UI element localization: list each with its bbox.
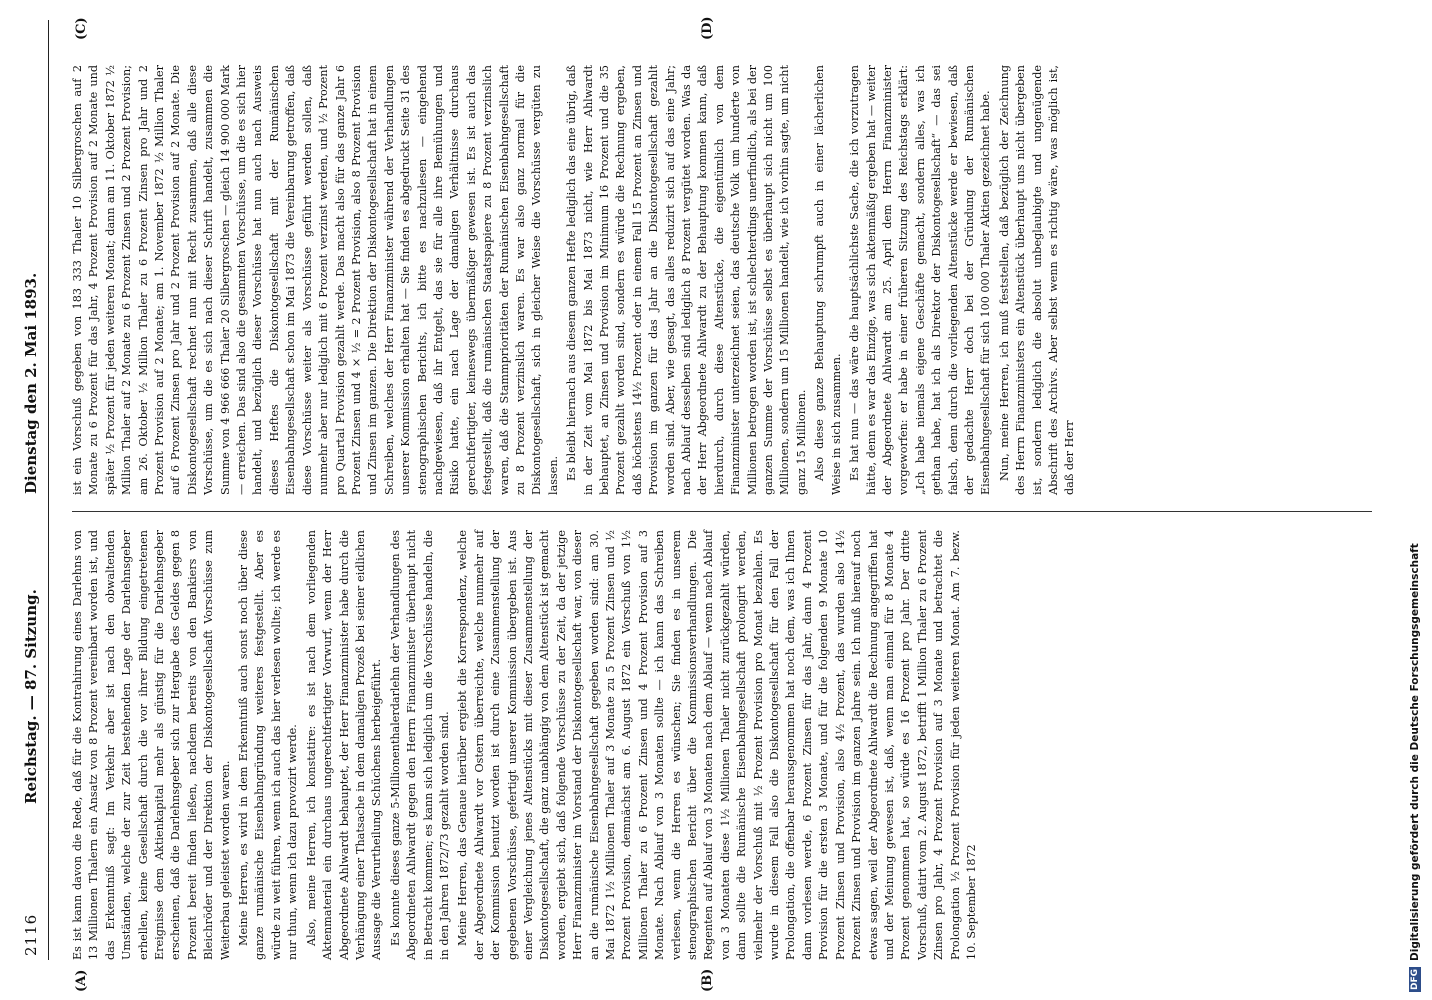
- digitization-credit-text: Digitalisierung gefördert durch die Deutsche Forschungsgemeinschaft: [1409, 543, 1421, 961]
- margin-marker-d: (D): [700, 16, 715, 40]
- margin-marker-b: (B): [700, 968, 715, 992]
- left-running-title: Reichstag. — 87. Sitzung.: [22, 589, 40, 804]
- page-header: [14, 14, 54, 964]
- right-running-title: Dienstag den 2. Mai 1893.: [22, 272, 40, 494]
- paragraph: Meine Herren, es wird in dem Erkenntniß auch sonst noch über diese ganze rumänische Eisenbahngründung weiteres festgestellt. Aber es würde zu weit führen, wenn ich auch das hier verlesen wollte; ich werde es nur thun, wenn ich dazu provozirt werde.: [237, 530, 300, 960]
- paragraph: Also, meine Herren, ich konstatire: es ist nach dem vorliegenden Aktenmaterial ein durchaus ungerechtfertigter Vorwurf, wenn der Herr Abgeordnete Ahlwardt behauptet, der Herr Finanzminister habe durch die Verhängung einer Thatsache in dem damaligen Prozeß bei seiner eidlichen Aussage die Verurtheilung Schüchens herbeigeführt.: [304, 530, 384, 960]
- margin-marker-a: (A): [74, 969, 89, 992]
- header-rule: [48, 20, 49, 960]
- paragraph: ist ein Vorschuß gegeben von 183 333 Thaler 10 Silbergroschen auf 2 Monate zu 6 Prozent für das Jahr, 4 Prozent Provision auf 2 Monate und später ½ Prozent für jeden weiteren Monat; dann am 11. Oktober 1872 ½ Million Thaler auf 2 Monate zu 6 Prozent Zinsen und 2 Prozent Provision; am 26. Oktober ½ Million Thaler zu 6 Prozent Zinsen pro Jahr und 2 Prozent Provision auf 2 Monate; am 1. November 1872 ½ Million Thaler auf 6 Prozent Zinsen pro Jahr und 2 Prozent Provision auf 2 Monate. Die Diskontogesellschaft rechnet nun mit Recht zusammen, daß alle diese Vorschüsse, um die es sich nach dieser Schrift handelt, zusammen die Summe von 4 966 666 Thaler 20 Silbergroschen — gleich 14 900 000 Mark — erreichen. Das sind also die gesammten Vorschüsse, um die es sich hier handelt, und bezüglich dieser Vorschüsse hat nun auch nach Ausweis dieses Heftes die Diskontogesellschaft mit der Rumänischen Eisenbahngesellschaft schon im Mai 1873 die Vereinbarung getroffen, daß diese Vorschüsse weiter als Vorschüsse geführt werden sollen, daß nunmehr aber nur lediglich mit 6 Prozent verzinst werden, und ½ Prozent pro Quartal Provision gezahlt werde. Das macht also für das ganze Jahr 6 Prozent Zinsen und 4 × ½ = 2 Prozent Provision, also 8 Prozent Provision und Zinsen im ganzen. Die Direktion der Diskontogesellschaft hat in einem Schreiben, welches der Herr Finanzminister während der Verhandlungen unserer Kommission erhalten hat — Sie finden es abgedruckt Seite 31 des stenographischen Berichts, ich bitte es nachzulesen — eingehend nachgewiesen, daß ihr Entgelt, das sie für alle ihre Bemühungen und Risiko hatte, ein nach Lage der damaligen Verhältnisse durchaus gerechtfertigter, keineswegs übermäßiger gewesen ist. Es ist auch das festgestellt, daß die rumänischen Staatspapiere zu 8 Prozent verzinslich waren, daß die Stammprioritäten der Rumänischen Eisenbahngesellschaft zu 8 Prozent verzinslich waren. Es war also ganz normal für die Diskontogesellschaft, sich in gleicher Weise die Vorschüsse vergüten zu lassen.: [71, 65, 560, 495]
- paragraph: Es konnte dieses ganze 5-Millionenthalerdarlehn der Verhandlungen des Abgeordneten Ahlwardt gegen den Herrn Finanzminister überhaupt nicht in Betracht kommen; es kann sich lediglich um die Vorschüsse handeln, die in den Jahren 1872/73 gezahlt worden sind.: [388, 530, 451, 960]
- right-column: [70, 65, 1081, 495]
- paragraph: Es ist kann davon die Rede, daß für die Kontrahirung eines Darlehns von 13 Millionen Thalern ein Ansatz von 8 Prozent vereinbart worden ist, und das Erkenntniß sagt: Im Verkehr aber ist nach den obwaltenden Umständen, welche der zur Zeit bestehenden Lage der Darlehnsgeber erhellen, keine Gesellschaft durch die vor ihrer Bildung eingetretenen Ereignisse dem Aktienkapital mehr als günstig für die Darlehnsgeber erscheinen, daß die Darlehnsgeber sich zur Hergabe des Geldes gegen 8 Prozent bereit finden ließen, nachdem bereits von den Bankiers von Bleichröder und der Direktion der Diskontogesellschaft Vorschüsse zum Weiterbau geleistet worden waren.: [71, 530, 232, 960]
- paragraph: Also diese ganze Behauptung schrumpft auch in einer lächerlichen Weise in sich zusammen.: [813, 65, 843, 495]
- column-divider: [72, 511, 1372, 512]
- dfg-logo-badge: DFG: [1410, 968, 1420, 990]
- margin-marker-c: (C): [74, 17, 89, 40]
- paragraph: Nun, meine Herren, ich muß feststellen, daß bezüglich der Zeichnung des Herrn Finanzministers ein Altenstück überhaupt uns nicht übergeben ist, sondern lediglich die absolut unbeglaubigte und ungenügende Abschrift des Archivs. Aber selbst wenn es richtig wäre, was möglich ist, daß der Herr: [997, 65, 1077, 495]
- page-number: 2116: [22, 913, 40, 956]
- paragraph: Meine Herren, das Genaue hierüber ergiebt die Korrespondenz, welche der Abgeordnete Ahlwardt vor Ostern überreichte, welche nunmehr auf der Kommission benutzt worden ist durch eine Zusammenstellung der gegebenen Vorschüsse, gefertigt unserer Kommission übergeben ist. Aus einer Vergleichung jenes Altenstücks mit dieser Zusammenstellung der Diskontogesellschaft, die ganz unabhängig von dem Altenstück ist gemacht worden, ergiebt sich, daß folgende Vorschüsse zu der Zeit, da der jetzige Herr Finanzminister im Vorstand der Diskontogesellschaft war, von dieser an die rumänische Eisenbahngesellschaft gegeben worden sind: am 30. Mai 1872 1½ Millionen Thaler auf 3 Monate zu 5 Prozent Zinsen und ½ Prozent Provision, demnächst am 6. August 1872 ein Vorschuß von 1½ Millionen Thaler zu 6 Prozent Zinsen und 4 Prozent Provision auf 3 Monate. Nach Ablauf von 3 Monaten sollte — ich kann das Schreiben verlesen, wenn die Herren es wünschen; Sie finden es in unserem stenographischen Bericht über die Kommissionsverhandlungen. Die Regenten auf Ablauf von 3 Monaten nach dem Ablauf — wenn nach Ablauf von 3 Monaten diese 1½ Millionen Thaler nicht zurückgezahlt würden, dann sollte die Rumänische Eisenbahngesellschaft prolongirt werden, vielmehr der Vorschuß mit ½ Prozent Provision pro Monat bezahlen. Es wurde in diesem Fall also die Diskontogesellschaft für den Fall der Prolongation, die offenbar herausgenommen hat noch dem, was ich Ihnen dann vorlesen werde, 6 Prozent Zinsen für das Jahr, dann 4 Prozent Provision für die ersten 3 Monate, und für die folgenden 9 Monate 10 Prozent Zinsen und Provision, also 4½ Prozent, das wurden also 14½ Prozent Zinsen und Provision im ganzen Jahre sein. Ich muß hierauf noch etwas sagen, weil der Abgeordnete Ahlwardt die Rechnung angegriffen hat und der Meinung gewesen ist, daß, wenn man einmal für 8 Monate 4 Prozent genommen hat, so würde es 16 Prozent pro Jahr. Der dritte Vorschuß, datirt vom 2. August 1872, betrifft 1 Million Thaler zu 6 Prozent Zinsen pro Jahr, 4 Prozent Provision auf 3 Monate und betrachtet die Prolongation ½ Prozent Provision für jeden weiteren Monat. Am 7. bezw. 10. September 1872: [456, 530, 978, 960]
- digitization-credit: [1401, 0, 1429, 1000]
- left-column: [70, 530, 982, 960]
- paragraph: Es bleibt hiernach aus diesem ganzen Hefte lediglich das eine übrig, daß in der Zeit vom Mai 1872 bis Mai 1873 nicht, wie Herr Ahlwardt behauptet, an Zinsen und Provision im Minimum 16 Prozent und die 35 Prozent gezahlt worden sind, sondern es würde die Rechnung ergeben, daß höchstens 14½ Prozent oder in einem Fall 15 Prozent an Zinsen und Provision im ganzen für das Jahr an die Diskontogesellschaft gezahlt worden sind. Aber, wie gesagt, das alles reduzirt sich auf das eine Jahr; nach Ablauf desselben sind lediglich 8 Prozent vergütet worden. Was da der Herr Abgeordnete Ahlwardt zu der Behauptung kommen kann, daß hierdurch, durch diese Altenstücke, die eigentümlich von dem Finanzminister unterzeichnet seien, das deutsche Volk um hunderte von Millionen betrogen worden ist, ist schlechterdings unerfindlich, als bei der ganzen Summe der Vorschüsse selbst es überhaupt sich nicht um 100 Millionen, sondern um 15 Millionen handelt, wie ich vorhin sagte, um nicht ganz 15 Millionen.: [565, 65, 808, 495]
- paragraph: Es hat nun — das wäre die hauptsächlichste Sache, die ich vorzutragen hätte, denn es war das Einzige, was sich aktenmäßig ergeben hat — weiter der Abgeordnete Ahlwardt am 25. April dem Herrn Finanzminister vorgeworfen: er habe in einer früheren Sitzung des Reichstags erklärt: „Ich habe niemals eigene Geschäfte gemacht, sondern alles, was ich gethan habe, hat ich als Direktor der Diskontogesellschaft“ — das sei falsch, denn durch die vorliegenden Altenstücke werde er bewiesen, daß der gedachte Herr doch bei der Gründung der Rumänischen Eisenbahngesellschaft für sich 100 000 Thaler Aktien gezeichnet habe.: [848, 65, 993, 495]
